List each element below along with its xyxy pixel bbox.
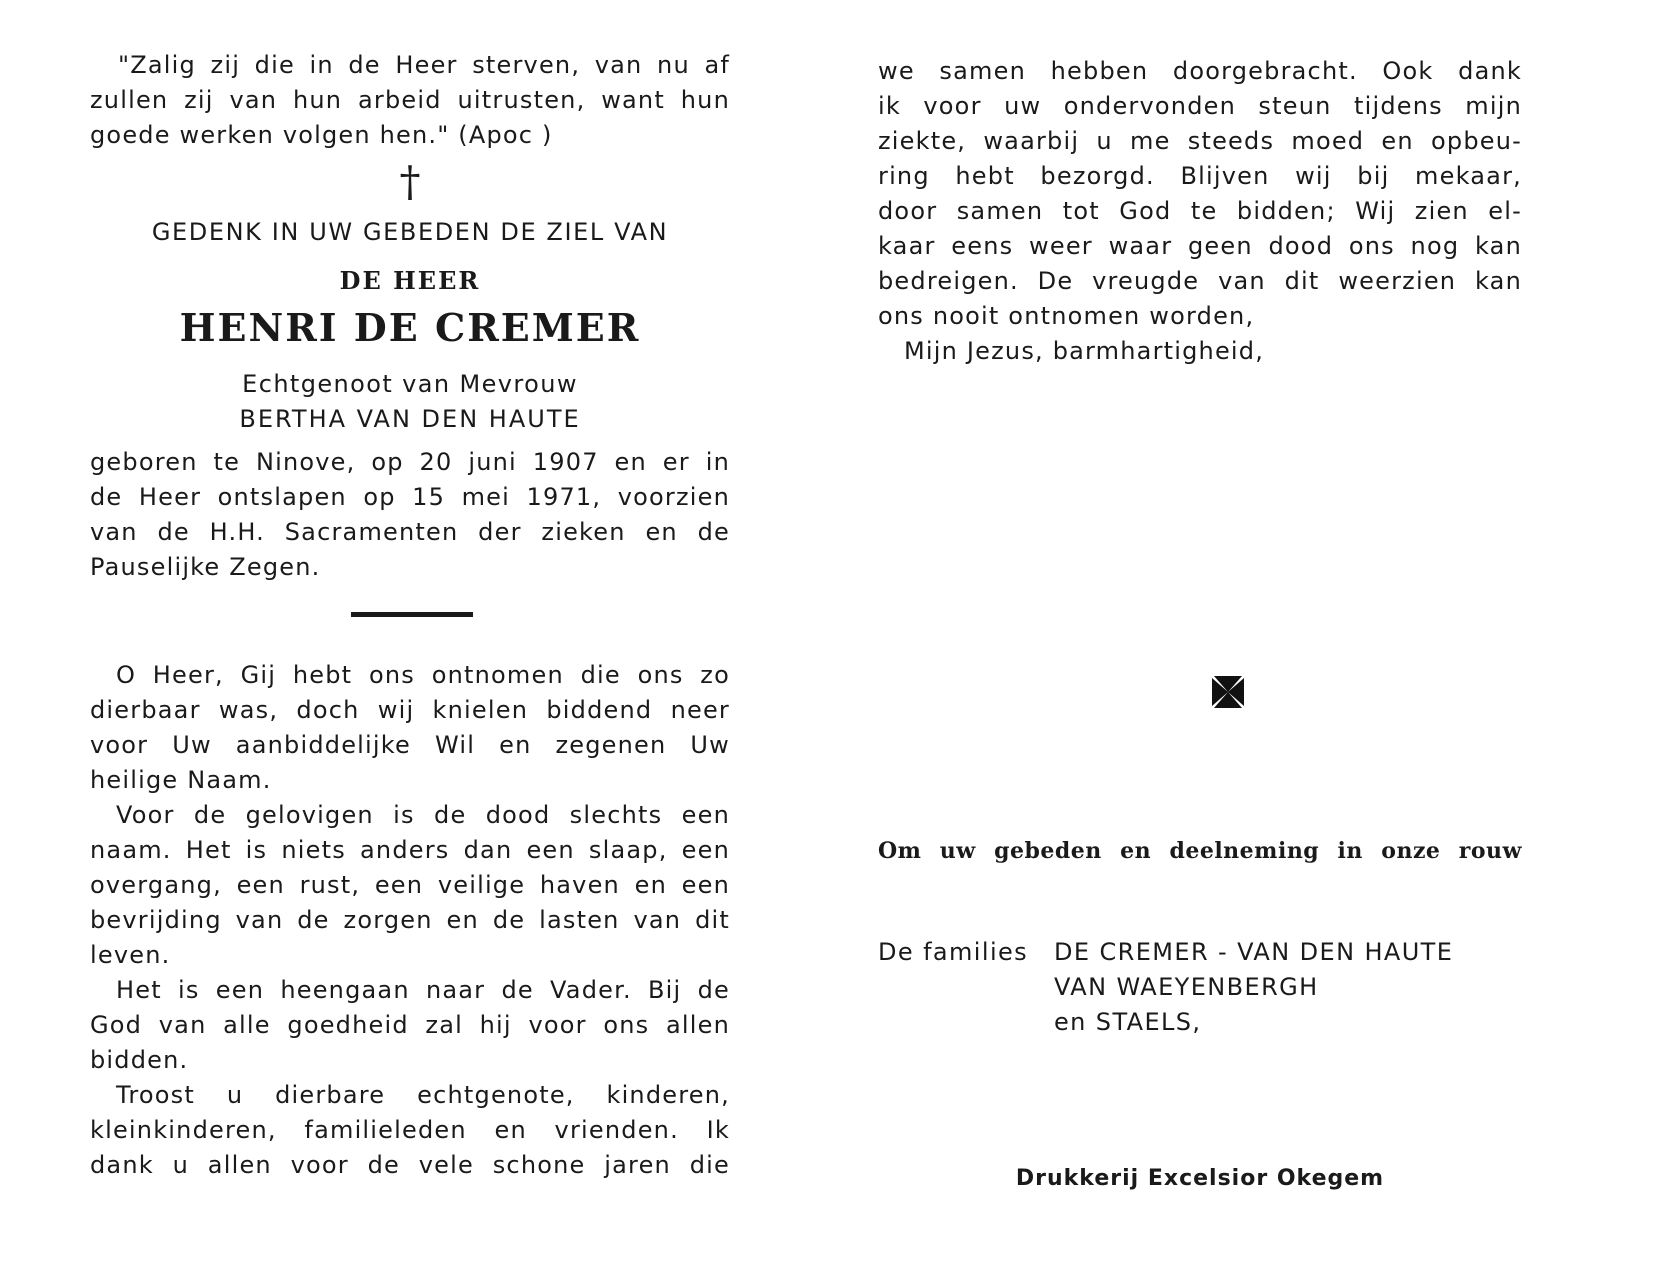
quote-line: "Zalig zij die in de Heer sterven, van nu af — [118, 51, 730, 79]
family-name: DE CREMER - VAN DEN HAUTE — [1054, 938, 1454, 966]
prayer-line: ik voor uw ondervonden steun tijdens mijn — [878, 92, 1522, 120]
quote-line: zullen zij van hun arbeid uitrusten, want hun — [90, 86, 730, 114]
prayer-line: voor Uw aanbiddelijke Wil en zegenen Uw — [90, 731, 730, 759]
prayer-continuation — [878, 54, 1522, 369]
life-details — [90, 445, 730, 585]
prayer-line: dierbaar was, doch wij knielen biddend neer — [90, 696, 730, 724]
family-names — [1054, 935, 1453, 1040]
printer-credit: Drukkerij Excelsior Okegem — [1015, 1166, 1385, 1191]
prayer-line: overgang, een rust, een veilige haven en een — [90, 871, 730, 899]
family-name: VAN WAEYENBERGH — [1054, 973, 1319, 1001]
prayer-line: Het is een heengaan naar de Vader. Bij de — [116, 976, 730, 1004]
prayer-line: heilige Naam. — [90, 766, 272, 794]
detail-line: de Heer ontslapen op 15 mei 1971, voorzien — [90, 483, 730, 511]
thanks-line: Om uw gebeden en deelneming in onze rouw — [878, 838, 1522, 864]
prayer-line: kaar eens weer waar geen dood ons nog kan — [878, 232, 1522, 260]
prayer-line: bevrijding van de zorgen en de lasten van dit — [90, 906, 730, 934]
invocation-line: Mijn Jezus, barmhartigheid, — [904, 337, 1265, 365]
prayer-text — [90, 658, 730, 1183]
remembrance-heading: GEDENK IN UW GEBEDEN DE ZIEL VAN — [151, 218, 669, 246]
prayer-line: ring hebt bezorgd. Blijven wij bij mekaar, — [878, 162, 1522, 190]
bible-quote — [90, 48, 730, 153]
prayer-line: O Heer, Gij hebt ons ontnomen die ons zo — [116, 661, 730, 689]
prayer-line: Troost u dierbare echtgenote, kinderen, — [116, 1081, 730, 1109]
prayer-line: kleinkinderen, familieleden en vrienden. Ik — [90, 1116, 730, 1144]
prayer-line: Voor de gelovigen is de dood slechts een — [116, 801, 730, 829]
deceased-name: HENRI DE CREMER — [179, 305, 641, 350]
prayer-line: leven. — [90, 941, 171, 969]
iron-cross-icon — [1208, 672, 1248, 712]
quote-line: goede werken volgen hen." (Apoc ) — [90, 121, 553, 149]
detail-line: van de H.H. Sacramenten der zieken en de — [90, 518, 730, 546]
prayer-line: naam. Het is niets anders dan een slaap, een — [90, 836, 730, 864]
latin-cross-icon: † — [399, 157, 421, 206]
prayer-line: we samen hebben doorgebracht. Ook dank — [878, 57, 1522, 85]
divider-rule — [351, 612, 473, 617]
prayer-line: ons nooit ontnomen worden, — [878, 302, 1255, 330]
detail-line: Pauselijke Zegen. — [90, 553, 321, 581]
prayer-line: ziekte, waarbij u me steeds moed en opbeu- — [878, 127, 1522, 155]
honorific: DE HEER — [339, 266, 481, 295]
prayer-line: dank u allen voor de vele schone jaren die — [90, 1151, 730, 1179]
detail-line: geboren te Ninove, op 20 juni 1907 en er in — [90, 448, 730, 476]
prayer-line: God van alle goedheid zal hij voor ons allen — [90, 1011, 730, 1039]
prayer-line: bedreigen. De vreugde van dit weerzien kan — [878, 267, 1522, 295]
prayer-line: door samen tot God te bidden; Wij zien el- — [878, 197, 1522, 225]
prayer-line: bidden. — [90, 1046, 189, 1074]
family-name: en STAELS, — [1054, 1008, 1202, 1036]
spouse-label: Echtgenoot van Mevrouw — [242, 370, 578, 398]
families-label: De families — [878, 938, 1029, 966]
right-page — [830, 0, 1660, 1276]
spouse-name: BERTHA VAN DEN HAUTE — [239, 405, 581, 433]
